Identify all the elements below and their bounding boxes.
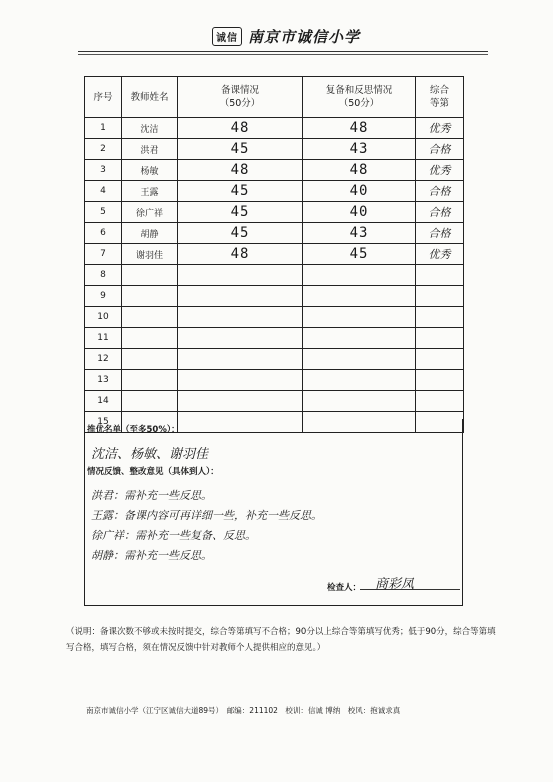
prep-score: 45	[178, 181, 303, 202]
row-number: 7	[85, 244, 122, 265]
overall-grade	[416, 265, 464, 286]
teacher-name: 胡静	[122, 223, 178, 244]
checker-label: 检查人：	[327, 583, 362, 593]
review-score	[303, 328, 416, 349]
table-row	[85, 181, 464, 202]
header-review-sub: （50分）	[338, 98, 380, 109]
teacher-name: 沈洁	[122, 118, 178, 139]
row-number: 8	[85, 265, 122, 286]
review-score	[303, 391, 416, 412]
teacher-name	[122, 286, 178, 307]
overall-grade	[416, 328, 464, 349]
letterhead	[212, 26, 360, 47]
table-row	[85, 139, 464, 160]
teacher-name	[122, 349, 178, 370]
overall-grade: 优秀	[416, 244, 464, 265]
table-header-row	[85, 77, 464, 118]
table-row	[85, 370, 464, 391]
prep-score: 48	[178, 160, 303, 181]
overall-grade: 合格	[416, 181, 464, 202]
overall-grade	[416, 391, 464, 412]
teacher-name: 杨敏	[122, 160, 178, 181]
teacher-name	[122, 391, 178, 412]
overall-grade: 合格	[416, 223, 464, 244]
row-number: 12	[85, 349, 122, 370]
review-score: 40	[303, 181, 416, 202]
teacher-name: 王露	[122, 181, 178, 202]
feedback-line: 徐广祥：需补充一些复备、反思。	[91, 529, 256, 542]
overall-grade	[416, 349, 464, 370]
review-score: 45	[303, 244, 416, 265]
table-row	[85, 265, 464, 286]
overall-grade: 优秀	[416, 118, 464, 139]
overall-grade: 优秀	[416, 160, 464, 181]
header-name: 教师姓名	[122, 77, 178, 118]
prep-score: 45	[178, 223, 303, 244]
overall-grade: 合格	[416, 139, 464, 160]
teacher-name	[122, 265, 178, 286]
row-number: 14	[85, 391, 122, 412]
signature-line	[360, 589, 460, 590]
row-number: 4	[85, 181, 122, 202]
recommend-label: 推优名单（至多50%）：	[87, 425, 180, 435]
header-rule	[78, 51, 488, 52]
review-score: 48	[303, 160, 416, 181]
prep-score: 45	[178, 139, 303, 160]
header-grade-label: 综合等第	[429, 85, 449, 109]
table-row	[85, 202, 464, 223]
header-grade	[416, 77, 464, 118]
teacher-name: 洪君	[122, 139, 178, 160]
teacher-name	[122, 328, 178, 349]
evaluation-table	[84, 76, 464, 433]
review-score: 43	[303, 139, 416, 160]
table-row	[85, 307, 464, 328]
review-score: 40	[303, 202, 416, 223]
row-number: 15	[85, 412, 122, 433]
teacher-name	[122, 307, 178, 328]
header-prep	[178, 77, 303, 118]
prep-score	[178, 349, 303, 370]
header-rule-thin	[78, 54, 488, 55]
review-score	[303, 349, 416, 370]
feedback-label: 情况反馈、整改意见（具体到人）：	[87, 467, 219, 477]
header-review	[303, 77, 416, 118]
row-number: 2	[85, 139, 122, 160]
review-score: 43	[303, 223, 416, 244]
overall-grade: 合格	[416, 202, 464, 223]
header-prep-label: 备课情况	[220, 85, 259, 96]
review-score	[303, 370, 416, 391]
header-prep-sub: （50分）	[219, 98, 261, 109]
feedback-line: 胡静：需补充一些反思。	[91, 549, 212, 562]
overall-grade	[416, 307, 464, 328]
feedback-line: 王露：备课内容可再详细一些，补充一些反思。	[91, 509, 322, 522]
explanation-text: （说明：备课次数不够或未按时提交，综合等第填写不合格；90分以上综合等第填写优秀；低于90分，综合等第填写合格，填写合格，须在情况反馈中针对教师个人提供相应的意见。）	[66, 627, 496, 653]
prep-score: 45	[178, 202, 303, 223]
review-score: 48	[303, 118, 416, 139]
prep-score	[178, 307, 303, 328]
table-row	[85, 349, 464, 370]
teacher-name: 谢羽佳	[122, 244, 178, 265]
header-review-label: 复备和反思情况	[325, 85, 393, 96]
prep-score	[178, 370, 303, 391]
prep-score	[178, 265, 303, 286]
table-row	[85, 223, 464, 244]
table-row	[85, 160, 464, 181]
table-row	[85, 118, 464, 139]
row-number: 5	[85, 202, 122, 223]
row-number: 13	[85, 370, 122, 391]
prep-score	[178, 286, 303, 307]
row-number: 10	[85, 307, 122, 328]
row-number: 11	[85, 328, 122, 349]
feedback-line: 洪君：需补充一些反思。	[91, 489, 212, 502]
prep-score: 48	[178, 118, 303, 139]
row-number: 9	[85, 286, 122, 307]
prep-score	[178, 328, 303, 349]
row-number: 3	[85, 160, 122, 181]
overall-grade	[416, 370, 464, 391]
school-logo: 诚信	[212, 27, 242, 46]
review-score	[303, 265, 416, 286]
table-row	[85, 391, 464, 412]
teacher-name	[122, 370, 178, 391]
teacher-name: 徐广祥	[122, 202, 178, 223]
footer-address: 南京市诚信小学（江宁区诚信大道89号） 邮编：211102 校训：信诚 博纳 校风：抱诚求真	[86, 706, 401, 715]
table-row	[85, 328, 464, 349]
notes-section	[84, 419, 463, 606]
table-row	[85, 286, 464, 307]
overall-grade	[416, 286, 464, 307]
checker-signature: 商彩凤	[375, 577, 415, 592]
prep-score	[178, 391, 303, 412]
header-no: 序号	[85, 77, 122, 118]
table-row	[85, 244, 464, 265]
review-score	[303, 307, 416, 328]
prep-score: 48	[178, 244, 303, 265]
row-number: 1	[85, 118, 122, 139]
review-score	[303, 286, 416, 307]
row-number: 6	[85, 223, 122, 244]
school-title: 南京市诚信小学	[248, 28, 361, 46]
recommend-value: 沈洁、杨敏、谢羽佳	[91, 447, 209, 462]
